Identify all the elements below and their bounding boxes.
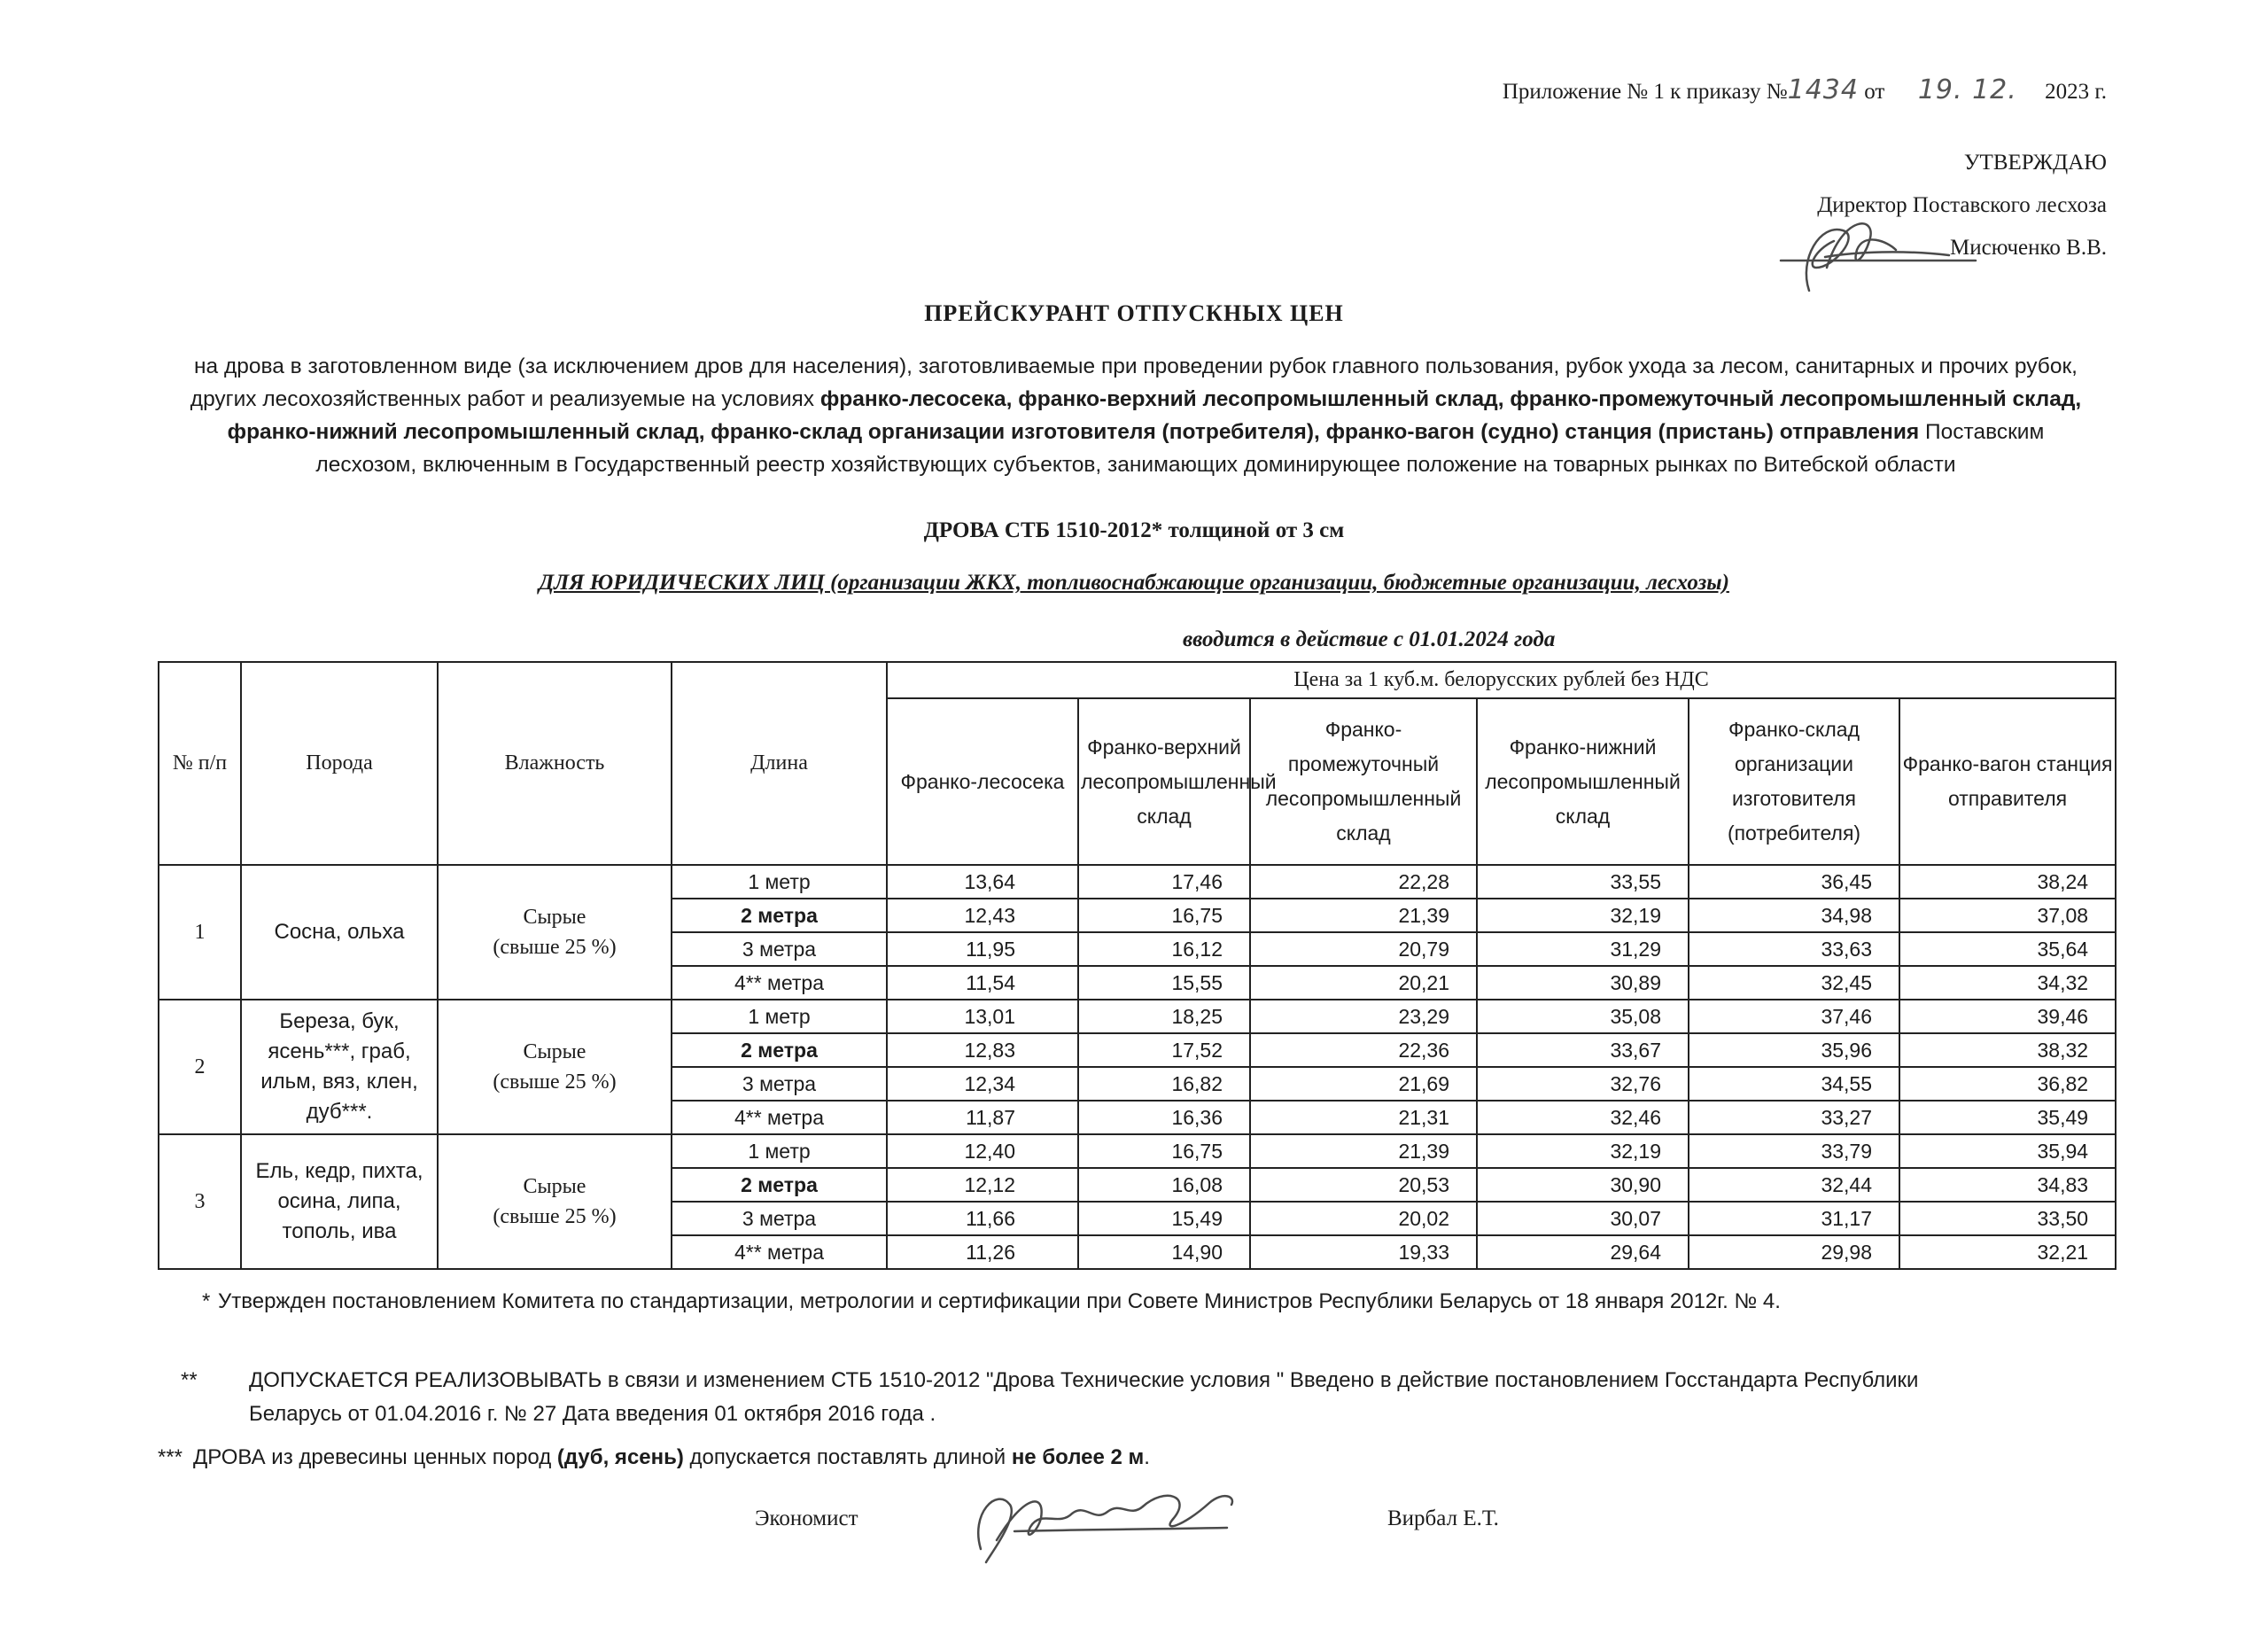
director-name: Мисюченко В.В. — [1950, 236, 2107, 260]
header-col-franco-intermediate-warehouse: Франко-промежуточный лесопромышленный склад — [1250, 698, 1477, 865]
price-franco-manufacturer-warehouse: 32,45 — [1689, 966, 1899, 1000]
length-cell: 3 метра — [672, 1067, 887, 1101]
price-franco-lower-warehouse: 31,29 — [1477, 932, 1689, 966]
length-cell: 3 метра — [672, 932, 887, 966]
header-col-franco-upper-warehouse: Франко-верхний лесопромышленный склад — [1078, 698, 1250, 865]
price-franco-cutting-area: 12,34 — [887, 1067, 1078, 1101]
length-cell: 4** метра — [672, 966, 887, 1000]
appendix-reference — [1503, 74, 2107, 105]
order-year: 2023 г. — [2045, 80, 2107, 104]
economist-name: Вирбал Е.Т. — [1387, 1506, 1499, 1530]
price-franco-cutting-area: 12,40 — [887, 1134, 1078, 1168]
price-franco-manufacturer-warehouse: 29,98 — [1689, 1235, 1899, 1269]
price-franco-wagon-station: 34,32 — [1899, 966, 2116, 1000]
order-date: 19. 12. — [1917, 74, 2017, 105]
price-franco-wagon-station: 38,24 — [1899, 865, 2116, 899]
footnote-2-text: ДОПУСКАЕТСЯ РЕАЛИЗОВЫВАТЬ в связи и изменением СТБ 1510-2012 "Дрова Технические условия " Введено в действие постановлением Госстандарта Республики Беларусь от 01.04.2016 г. № 27 Дата введения 01 октября 2016 года . — [249, 1368, 1919, 1426]
audience-line: ДЛЯ ЮРИДИЧЕСКИХ ЛИЦ (организации ЖКХ, топливоснабжающие организации, бюджетные организации, лесхозы) — [539, 571, 1729, 595]
order-number: 1434 — [1787, 74, 1859, 105]
moisture-cell — [438, 1134, 672, 1269]
length-cell: 3 метра — [672, 1202, 887, 1235]
moisture-cell — [438, 865, 672, 1000]
footnote-3-text-d: не более 2 м — [1011, 1445, 1145, 1469]
price-franco-lower-warehouse: 29,64 — [1477, 1235, 1689, 1269]
price-franco-upper-warehouse: 18,25 — [1078, 1000, 1250, 1033]
price-franco-wagon-station: 38,32 — [1899, 1033, 2116, 1067]
director-position: Директор Поставского лесхоза — [1817, 193, 2107, 217]
length-cell: 4** метра — [672, 1235, 887, 1269]
price-franco-intermediate-warehouse: 21,39 — [1250, 899, 1477, 932]
row-number: 1 — [159, 865, 241, 1000]
price-franco-intermediate-warehouse: 22,28 — [1250, 865, 1477, 899]
price-franco-upper-warehouse: 16,36 — [1078, 1101, 1250, 1134]
price-franco-upper-warehouse: 16,08 — [1078, 1168, 1250, 1202]
table-row — [159, 865, 2116, 899]
price-franco-lower-warehouse: 32,19 — [1477, 1134, 1689, 1168]
price-franco-upper-warehouse: 16,75 — [1078, 899, 1250, 932]
moisture-range: (свыше 25 %) — [493, 936, 617, 959]
price-franco-cutting-area: 12,12 — [887, 1168, 1078, 1202]
intro-text-1: на дрова в заготовленном виде (за исключением дров для населения), заготовливаемые при проведении рубок главного пользования, рубок ухода за лесом, санитарных и прочих рубок, других лесохозяйственных работ и реализуемые на условиях — [190, 354, 2078, 411]
price-franco-upper-warehouse: 15,49 — [1078, 1202, 1250, 1235]
footnote-1-mark: * — [202, 1289, 211, 1313]
length-cell: 2 метра — [672, 899, 887, 932]
length-cell: 2 метра — [672, 1033, 887, 1067]
price-franco-lower-warehouse: 32,19 — [1477, 899, 1689, 932]
price-franco-cutting-area: 12,43 — [887, 899, 1078, 932]
footnote-3-text-a: ДРОВА из древесины ценных пород — [193, 1445, 557, 1469]
price-franco-intermediate-warehouse: 21,69 — [1250, 1067, 1477, 1101]
price-franco-cutting-area: 11,54 — [887, 966, 1078, 1000]
price-franco-wagon-station: 33,50 — [1899, 1202, 2116, 1235]
price-franco-intermediate-warehouse: 22,36 — [1250, 1033, 1477, 1067]
footnote-1 — [202, 1285, 1884, 1319]
footnote-3-text-e: . — [1144, 1445, 1150, 1469]
species-cell: Береза, бук, ясень***, граб, ильм, вяз, клен, дуб***. — [241, 1000, 438, 1134]
header-col-franco-lower-warehouse: Франко-нижний лесопромышленный склад — [1477, 698, 1689, 865]
header-price-group: Цена за 1 куб.м. белорусских рублей без НДС — [887, 662, 2116, 698]
price-franco-wagon-station: 34,83 — [1899, 1168, 2116, 1202]
price-franco-intermediate-warehouse: 23,29 — [1250, 1000, 1477, 1033]
price-franco-wagon-station: 35,64 — [1899, 932, 2116, 966]
species-cell: Ель, кедр, пихта, осина, липа, тополь, ива — [241, 1134, 438, 1269]
price-franco-wagon-station: 36,82 — [1899, 1067, 2116, 1101]
moisture-range: (свыше 25 %) — [493, 1205, 617, 1228]
price-franco-manufacturer-warehouse: 34,55 — [1689, 1067, 1899, 1101]
price-franco-lower-warehouse: 30,90 — [1477, 1168, 1689, 1202]
price-franco-wagon-station: 35,94 — [1899, 1134, 2116, 1168]
price-franco-intermediate-warehouse: 20,21 — [1250, 966, 1477, 1000]
price-franco-manufacturer-warehouse: 34,98 — [1689, 899, 1899, 932]
footnote-2 — [181, 1364, 1919, 1431]
header-col-franco-wagon-station: Франко-вагон станция отправителя — [1899, 698, 2116, 865]
price-franco-wagon-station: 39,46 — [1899, 1000, 2116, 1033]
price-franco-cutting-area: 13,01 — [887, 1000, 1078, 1033]
price-table — [158, 661, 2117, 1270]
price-franco-upper-warehouse: 15,55 — [1078, 966, 1250, 1000]
header-col-franco-manufacturer-warehouse: Франко-склад организации изготовителя (потребителя) — [1689, 698, 1899, 865]
intro-terms-bold: франко-лесосека, франко-верхний лесопромышленный склад, франко-промежуточный лесопромышленный склад, франко-нижний лесопромышленный склад, франко-склад организации изготовителя (потребителя), франко-вагон (судно) станция (пристань) отправления — [227, 387, 2082, 444]
price-franco-wagon-station: 35,49 — [1899, 1101, 2116, 1134]
price-franco-lower-warehouse: 32,76 — [1477, 1067, 1689, 1101]
document-title: ПРЕЙСКУРАНТ ОТПУСКНЫХ ЦЕН — [924, 300, 1344, 326]
length-cell: 4** метра — [672, 1101, 887, 1134]
economist-signature — [961, 1478, 1254, 1576]
price-franco-manufacturer-warehouse: 36,45 — [1689, 865, 1899, 899]
price-franco-upper-warehouse: 17,46 — [1078, 865, 1250, 899]
table-row — [159, 1000, 2116, 1033]
price-franco-lower-warehouse: 33,55 — [1477, 865, 1689, 899]
header-species: Порода — [241, 662, 438, 865]
price-franco-cutting-area: 11,26 — [887, 1235, 1078, 1269]
approve-label: УТВЕРЖДАЮ — [1963, 151, 2107, 175]
header-col-franco-cutting-area: Франко-лесосека — [887, 698, 1078, 865]
price-franco-manufacturer-warehouse: 31,17 — [1689, 1202, 1899, 1235]
price-franco-intermediate-warehouse: 21,31 — [1250, 1101, 1477, 1134]
price-franco-upper-warehouse: 17,52 — [1078, 1033, 1250, 1067]
length-cell: 2 метра — [672, 1168, 887, 1202]
footnote-1-text: Утвержден постановлением Комитета по стандартизации, метрологии и сертификации при Совете Министров Республики Беларусь от 18 января 2012г. № 4. — [218, 1289, 1781, 1313]
price-franco-upper-warehouse: 16,82 — [1078, 1067, 1250, 1101]
moisture-label: Сырые — [523, 1175, 586, 1198]
moisture-range: (свыше 25 %) — [493, 1070, 617, 1094]
price-franco-lower-warehouse: 30,89 — [1477, 966, 1689, 1000]
length-cell: 1 метр — [672, 865, 887, 899]
price-franco-manufacturer-warehouse: 33,79 — [1689, 1134, 1899, 1168]
price-franco-lower-warehouse: 30,07 — [1477, 1202, 1689, 1235]
price-franco-intermediate-warehouse: 19,33 — [1250, 1235, 1477, 1269]
species-cell: Сосна, ольха — [241, 865, 438, 1000]
moisture-cell — [438, 1000, 672, 1134]
price-franco-upper-warehouse: 16,75 — [1078, 1134, 1250, 1168]
price-franco-cutting-area: 12,83 — [887, 1033, 1078, 1067]
row-number: 3 — [159, 1134, 241, 1269]
price-franco-intermediate-warehouse: 20,79 — [1250, 932, 1477, 966]
price-franco-lower-warehouse: 35,08 — [1477, 1000, 1689, 1033]
moisture-label: Сырые — [523, 906, 586, 929]
price-franco-intermediate-warehouse: 20,02 — [1250, 1202, 1477, 1235]
price-franco-wagon-station: 37,08 — [1899, 899, 2116, 932]
footnote-3-text-c: допускается поставлять длиной — [683, 1445, 1012, 1469]
footnote-3-mark: *** — [158, 1445, 183, 1469]
price-franco-wagon-station: 32,21 — [1899, 1235, 2116, 1269]
price-franco-manufacturer-warehouse: 35,96 — [1689, 1033, 1899, 1067]
price-franco-intermediate-warehouse: 21,39 — [1250, 1134, 1477, 1168]
director-signature — [1772, 206, 1984, 294]
price-franco-cutting-area: 11,95 — [887, 932, 1078, 966]
appendix-prefix: Приложение № 1 к приказу № — [1502, 80, 1788, 104]
footnote-2-mark: ** — [181, 1368, 198, 1392]
economist-label: Экономист — [755, 1506, 858, 1530]
intro-text-2: Поставским лесхозом, включенным в Государственный реестр хозяйствующих субъектов, занимающих доминирующее положение на товарных рынках по Витебской области — [315, 420, 2045, 477]
moisture-label: Сырые — [523, 1040, 586, 1063]
document-intro — [188, 350, 2084, 481]
price-franco-upper-warehouse: 14,90 — [1078, 1235, 1250, 1269]
row-number: 2 — [159, 1000, 241, 1134]
footnote-3 — [158, 1441, 1788, 1475]
price-franco-manufacturer-warehouse: 32,44 — [1689, 1168, 1899, 1202]
effective-date: вводится в действие с 01.01.2024 года — [1183, 627, 1556, 651]
table-row — [159, 1134, 2116, 1168]
price-franco-manufacturer-warehouse: 33,63 — [1689, 932, 1899, 966]
appendix-from: от — [1864, 80, 1885, 104]
document-subtitle: ДРОВА СТБ 1510-2012* толщиной от 3 см — [923, 518, 1345, 542]
price-franco-cutting-area: 11,66 — [887, 1202, 1078, 1235]
price-franco-cutting-area: 13,64 — [887, 865, 1078, 899]
header-length: Длина — [672, 662, 887, 865]
length-cell: 1 метр — [672, 1134, 887, 1168]
price-franco-intermediate-warehouse: 20,53 — [1250, 1168, 1477, 1202]
price-franco-manufacturer-warehouse: 37,46 — [1689, 1000, 1899, 1033]
header-num: № п/п — [159, 662, 241, 865]
length-cell: 1 метр — [672, 1000, 887, 1033]
price-franco-cutting-area: 11,87 — [887, 1101, 1078, 1134]
footnote-3-text-b: (дуб, ясень) — [556, 1445, 684, 1469]
price-franco-lower-warehouse: 32,46 — [1477, 1101, 1689, 1134]
price-franco-lower-warehouse: 33,67 — [1477, 1033, 1689, 1067]
header-moisture: Влажность — [438, 662, 672, 865]
price-table-body — [159, 865, 2116, 1269]
price-franco-manufacturer-warehouse: 33,27 — [1689, 1101, 1899, 1134]
price-franco-upper-warehouse: 16,12 — [1078, 932, 1250, 966]
